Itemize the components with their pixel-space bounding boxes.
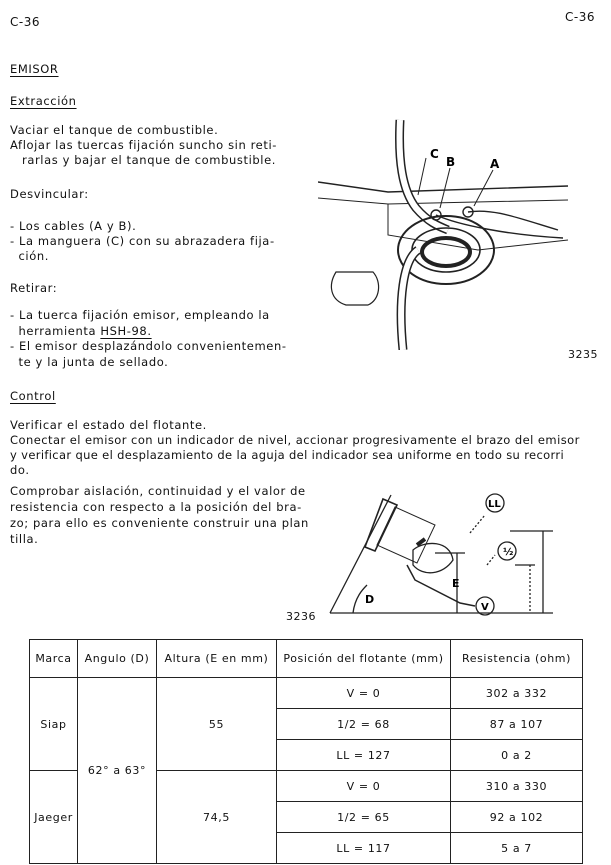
desvincular-label: Desvincular: xyxy=(10,187,89,201)
header-angulo: Angulo (D) xyxy=(78,640,157,678)
control-line-8: tilla. xyxy=(10,532,39,546)
tank-rail-mid xyxy=(318,198,568,204)
label-half: ½ xyxy=(503,547,514,558)
header-resistencia: Resistencia (ohm) xyxy=(451,640,583,678)
desvincular-item-2: - La manguera (C) con su abrazadera fija- xyxy=(10,234,275,248)
leader-c xyxy=(418,158,426,195)
desvincular-item-3: ción. xyxy=(10,249,50,263)
control-line-6: resistencia con respecto a la posición del bra- xyxy=(10,500,302,514)
position-cell: 1/2 = 68 xyxy=(277,709,451,740)
tank-rail-upper xyxy=(318,182,568,192)
resistance-cell: 302 a 332 xyxy=(451,678,583,709)
retirar-item-4: te y la junta de sellado. xyxy=(10,355,169,369)
sender-body xyxy=(377,507,435,563)
resistance-cell: 0 a 2 xyxy=(451,740,583,771)
mount-incline xyxy=(330,495,391,613)
retirar-item-3: - El emisor desplazándolo convenientemen- xyxy=(10,339,287,353)
label-c: C xyxy=(430,147,439,161)
fuel-sender-removal-figure xyxy=(318,100,578,350)
label-e: E xyxy=(452,577,460,590)
retirar-item-2-text: herramienta xyxy=(10,324,101,338)
desvincular-item-1: - Los cables (A y B). xyxy=(10,219,137,233)
extraccion-line-2: Aflojar las tuercas fijación suncho sin reti- xyxy=(10,138,278,152)
page-number-right: C-36 xyxy=(565,10,595,24)
position-cell: LL = 127 xyxy=(277,740,451,771)
wire-b xyxy=(436,215,563,238)
control-line-7: zo; para ello es conveniente construir una plan xyxy=(10,516,309,530)
half-leader xyxy=(487,555,495,565)
brand-cell: Siap xyxy=(30,678,78,771)
resistance-spec-table xyxy=(29,639,583,864)
retirar-label: Retirar: xyxy=(10,281,58,295)
tank-opening xyxy=(331,272,378,305)
control-line-4: do. xyxy=(10,463,30,477)
label-ll: LL xyxy=(488,499,501,510)
height-cell: 74,5 xyxy=(157,771,277,864)
ll-leader xyxy=(470,515,485,533)
control-line-2: Conectar el emisor con un indicador de nivel, accionar progresivamente el brazo del emisor xyxy=(10,433,580,447)
float-arm-template-figure xyxy=(325,485,580,620)
control-line-5: Comprobar aislación, continuidad y el valor de xyxy=(10,484,306,498)
leader-b xyxy=(440,168,450,208)
extraccion-heading: Extracción xyxy=(10,94,77,108)
resistance-cell: 87 a 107 xyxy=(451,709,583,740)
position-cell: V = 0 xyxy=(277,678,451,709)
flange-plate xyxy=(365,499,397,551)
sender-nut xyxy=(422,238,470,266)
table-header-row xyxy=(30,640,583,678)
control-line-3: y verificar que el desplazamiento de la aguja del indicador sea uniforme en todo su recorri xyxy=(10,448,564,462)
tool-code: HSH-98. xyxy=(100,324,152,338)
height-cell: 55 xyxy=(157,678,277,771)
position-cell: V = 0 xyxy=(277,771,451,802)
figure-number-3235: 3235 xyxy=(568,348,598,361)
header-posicion: Posición del flotante (mm) xyxy=(277,640,451,678)
table-row xyxy=(30,678,583,709)
section-title: EMISOR xyxy=(10,62,59,76)
extraccion-line-1: Vaciar el tanque de combustible. xyxy=(10,123,219,137)
position-cell: 1/2 = 65 xyxy=(277,802,451,833)
header-marca: Marca xyxy=(30,640,78,678)
extraccion-line-3: rarlas y bajar el tanque de combustible. xyxy=(22,153,277,167)
resistance-cell: 310 a 330 xyxy=(451,771,583,802)
label-b: B xyxy=(446,155,456,169)
label-v: V xyxy=(481,602,489,613)
control-heading: Control xyxy=(10,389,56,403)
retirar-item-1: - La tuerca fijación emisor, empleando la xyxy=(10,308,270,322)
position-cell: LL = 117 xyxy=(277,833,451,864)
resistance-cell: 5 a 7 xyxy=(451,833,583,864)
resistance-cell: 92 a 102 xyxy=(451,802,583,833)
brand-cell: Jaeger xyxy=(30,771,78,864)
retirar-item-2 xyxy=(10,324,152,338)
angle-cell: 62° a 63° xyxy=(78,678,157,864)
page-number-left: C-36 xyxy=(10,15,40,29)
figure-number-3236: 3236 xyxy=(286,610,316,623)
header-altura: Altura (E en mm) xyxy=(157,640,277,678)
label-a: A xyxy=(490,157,500,171)
label-d: D xyxy=(365,593,375,606)
control-line-1: Verificar el estado del flotante. xyxy=(10,418,207,432)
